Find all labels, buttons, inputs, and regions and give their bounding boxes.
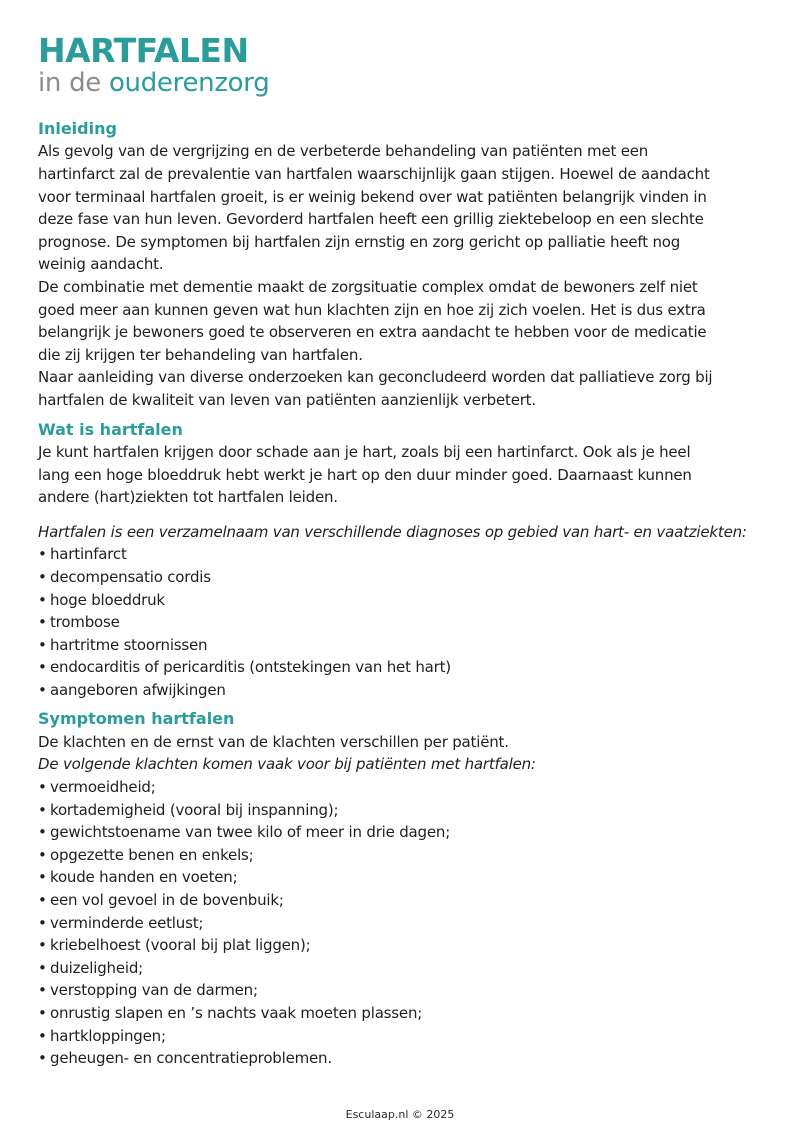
list-item: • aangeboren afwijkingen	[38, 679, 768, 702]
list-item: • hartkloppingen;	[38, 1025, 768, 1048]
text-line: hartinfarct zal de prevalentie van hartfalen waarschijnlijk gaan stijgen. Hoewel de aandacht	[38, 165, 710, 183]
section-heading: Symptomen hartfalen	[38, 709, 235, 729]
text-line: goed meer aan kunnen geven wat hun klachten zijn en hoe zij zich voelen. Het is dus extra	[38, 300, 706, 319]
bullet-icon: •	[38, 891, 47, 910]
bullet-icon: •	[38, 845, 47, 864]
page-title: HARTFALEN	[38, 31, 249, 70]
section-symptomen	[38, 708, 768, 1069]
bullet-icon: •	[38, 658, 47, 677]
diagnoses-list	[38, 543, 768, 701]
bullet-icon: •	[38, 936, 47, 955]
symptoms-intro: De volgende klachten komen vaak voor bij patiënten met hartfalen:	[38, 755, 536, 774]
list-item: • opgezette benen en enkels;	[38, 844, 768, 867]
text-line: Als gevolg van de vergrijzing en de verbeterde behandeling van patiënten met een	[38, 142, 649, 161]
bullet-icon: •	[38, 823, 47, 842]
list-item: • koude handen en voeten;	[38, 866, 768, 889]
bullet-icon: •	[38, 778, 47, 797]
bullet-icon: •	[38, 545, 47, 564]
subtitle-highlight: ouderenzorg	[108, 68, 270, 98]
document-page	[38, 31, 768, 1070]
text-line: De klachten en de ernst van de klachten verschillen per patiënt.	[38, 732, 509, 751]
text-line: die zij krijgen ter behandeling van hartfalen.	[38, 345, 363, 364]
section-heading: Inleiding	[38, 119, 117, 138]
list-item: • verstopping van de darmen;	[38, 979, 768, 1002]
list-item: • hoge bloeddruk	[38, 589, 768, 612]
bullet-icon: •	[38, 958, 47, 977]
bullet-icon: •	[38, 1004, 47, 1022]
list-item: • decompensatio cordis	[38, 566, 768, 589]
text-line: belangrijk je bewoners goed te observeren en extra aandacht te hebben voor de medicatie	[38, 323, 707, 342]
list-item: • onrustig slapen en ’s nachts vaak moeten plassen;	[38, 1002, 768, 1025]
list-item: • hartinfarct	[38, 543, 768, 566]
bullet-icon: •	[38, 635, 47, 654]
text-line: hartfalen de kwaliteit van leven van patiënten aanzienlijk verbetert.	[38, 390, 536, 409]
text-line: Naar aanleiding van diverse onderzoeken kan geconcludeerd worden dat palliatieve zorg bij	[38, 368, 713, 387]
section-inleiding	[38, 118, 768, 412]
list-item: • endocarditis of pericarditis (ontstekingen van het hart)	[38, 656, 768, 679]
list-item: • vermoeidheid;	[38, 776, 768, 799]
bullet-icon: •	[38, 680, 47, 699]
symptoms-list	[38, 776, 768, 1070]
text-line: andere (hart)ziekten tot hartfalen leiden.	[38, 488, 338, 507]
text-line: voor terminaal hartfalen groeit, is er weinig bekend over wat patiënten belangrijk vinden in	[38, 187, 707, 206]
list-item: • gewichtstoename van twee kilo of meer in drie dagen;	[38, 821, 768, 844]
list-item: • duizeligheid;	[38, 957, 768, 980]
list-item: • hartritme stoornissen	[38, 634, 768, 657]
bullet-icon: •	[38, 1049, 47, 1068]
bullet-icon: •	[38, 981, 47, 1000]
text-line: deze fase van hun leven. Gevorderd hartfalen heeft een grillig ziektebeloop en een slechte	[38, 210, 704, 229]
text-line: lang een hoge bloeddruk hebt werkt je hart op den duur minder goed. Daarnaast kunnen	[38, 465, 692, 484]
list-item: • verminderde eetlust;	[38, 912, 768, 935]
bullet-icon: •	[38, 590, 47, 609]
bullet-icon: •	[38, 1026, 47, 1045]
inleiding-text	[38, 140, 768, 411]
list-item: • kortademigheid (vooral bij inspanning);	[38, 799, 768, 822]
bullet-icon: •	[38, 800, 47, 819]
list-item: • kriebelhoest (vooral bij plat liggen);	[38, 934, 768, 957]
text-line: Je kunt hartfalen krijgen door schade aan je hart, zoals bij een hartinfarct. Ook als je heel	[38, 442, 691, 461]
section-wat-is-hartfalen	[38, 419, 768, 702]
bullet-icon: •	[38, 913, 47, 932]
bullet-icon: •	[38, 868, 47, 887]
bullet-icon: •	[38, 613, 47, 632]
subtitle-prefix: in de	[38, 68, 101, 98]
list-item: • geheugen- en concentratieproblemen.	[38, 1047, 768, 1070]
diagnoses-intro: Hartfalen is een verzamelnaam van verschillende diagnoses op gebied van hart- en vaatziekten:	[38, 522, 747, 541]
page-subtitle	[38, 68, 768, 98]
list-item: • trombose	[38, 611, 768, 634]
text-line: De combinatie met dementie maakt de zorgsituatie complex omdat de bewoners zelf niet	[38, 277, 698, 296]
list-item: • een vol gevoel in de bovenbuik;	[38, 889, 768, 912]
section-heading: Wat is hartfalen	[38, 419, 183, 439]
text-line: weinig aandacht.	[38, 255, 164, 274]
text-line: prognose. De symptomen bij hartfalen zijn ernstig en zorg gericht op palliatie heeft nog	[38, 232, 681, 251]
bullet-icon: •	[38, 567, 47, 586]
page-footer: Esculaap.nl © 2025	[345, 1108, 455, 1121]
